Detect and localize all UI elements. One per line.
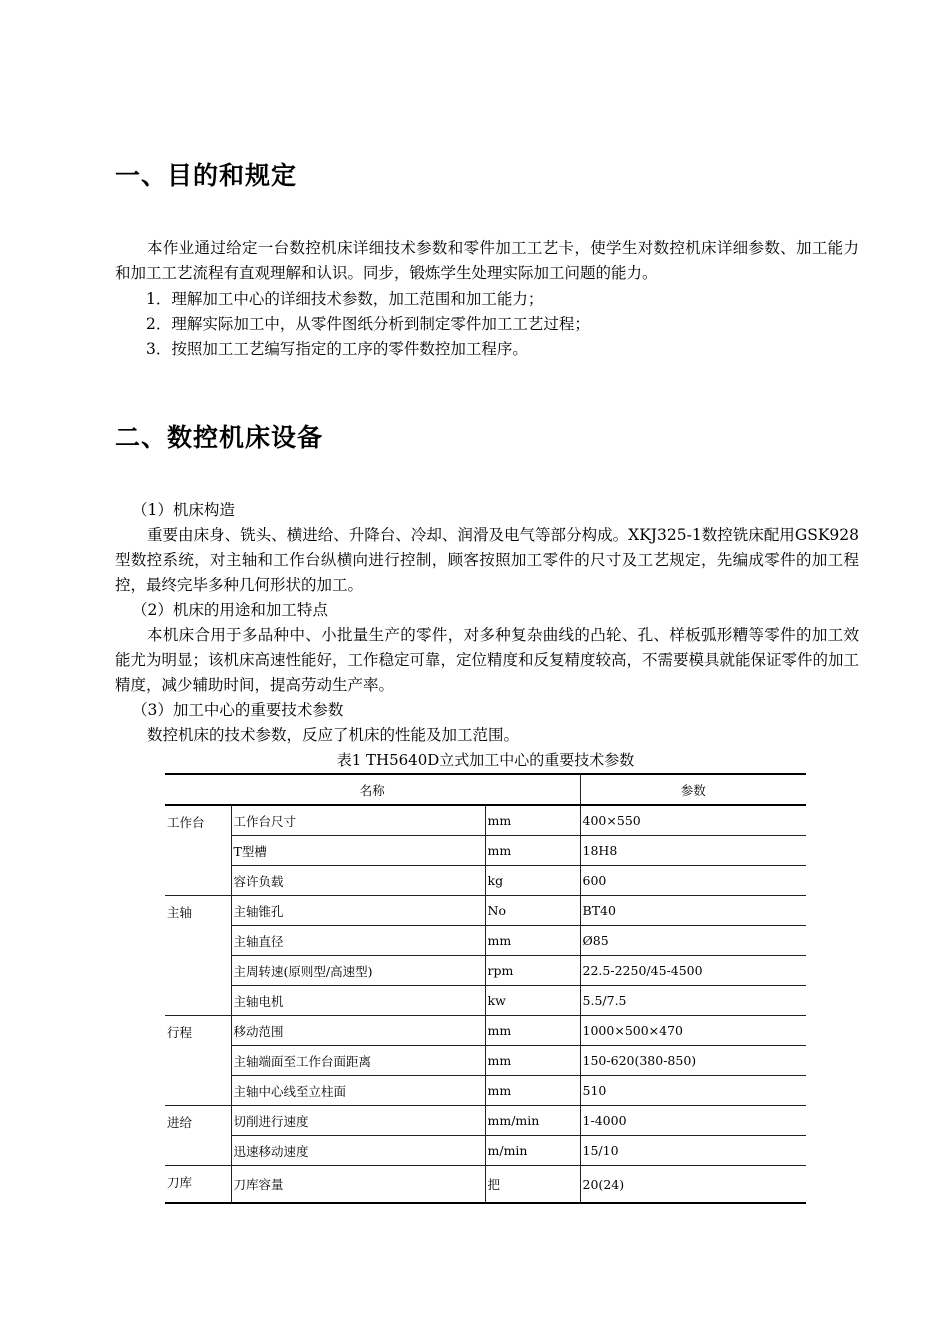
row-name: 主轴锥孔 (231, 896, 485, 926)
section-2-heading: 二、数控机床设备 (115, 423, 324, 452)
table-row (165, 926, 806, 956)
row-unit: mm (485, 805, 580, 836)
row-unit: mm (485, 1016, 580, 1046)
row-value: 400×550 (580, 805, 806, 836)
paragraph-usage: 本机床合用于多品种中、小批量生产的零件，对多种复杂曲线的凸轮、孔、样板弧形糟等零件的加工效能尤为明显；该机床高速性能好，工作稳定可靠，定位精度和反复精度较高，不需要模具就能保证零件的加工精度，减少辅助时间，提高劳动生产率。 (115, 626, 860, 694)
row-name: 主轴中心线至立柱面 (231, 1076, 485, 1106)
row-name: 刀库容量 (231, 1166, 485, 1204)
group-label-worktable: 工作台 (165, 805, 231, 896)
tech-params-table (165, 773, 806, 1204)
paragraph-structure: 重要由床身、铣头、横进给、升降台、冷却、润滑及电气等部分构成。XKJ325-1数控铣床配用GSK928型数控系统，对主轴和工作台纵横向进行控制，顾客按照加工零件的尺寸及工艺规定，先编成零件的加工程控，最终完毕多种几何形状的加工。 (115, 526, 859, 594)
row-name: 主轴直径 (231, 926, 485, 956)
row-unit: rpm (485, 956, 580, 986)
row-value: 5.5/7.5 (580, 986, 806, 1016)
row-unit: kg (485, 866, 580, 896)
table-header-row (165, 774, 806, 805)
subheading-structure: （1）机床构造 (132, 501, 235, 519)
row-value: BT40 (580, 896, 806, 926)
table-row (165, 986, 806, 1016)
row-value: 150-620(380-850) (580, 1046, 806, 1076)
row-value: 600 (580, 866, 806, 896)
row-value: 18H8 (580, 836, 806, 866)
group-label-magazine: 刀库 (165, 1166, 231, 1204)
row-unit: mm (485, 926, 580, 956)
list-item-3: 3．按照加工工艺编写指定的工序的零件数控加工程序。 (146, 340, 528, 358)
row-unit: 把 (485, 1166, 580, 1204)
subheading-tech-params: （3）加工中心的重要技术参数 (132, 701, 344, 719)
table-row (165, 1076, 806, 1106)
row-name: 迅速移动速度 (231, 1136, 485, 1166)
table-row (165, 896, 806, 926)
table-row (165, 866, 806, 896)
header-param: 参数 (580, 774, 806, 805)
table-row (165, 1016, 806, 1046)
row-unit: mm/min (485, 1106, 580, 1136)
section-1-intro: 本作业通过给定一台数控机床详细技术参数和零件加工工艺卡，使学生对数控机床详细参数、加工能力和加工工艺流程有直观理解和认识。同步，锻炼学生处理实际加工问题的能力。 (115, 239, 859, 282)
row-unit: mm (485, 1046, 580, 1076)
table-row (165, 836, 806, 866)
table-row (165, 1106, 806, 1136)
table-row (165, 956, 806, 986)
row-unit: m/min (485, 1136, 580, 1166)
row-value: 20(24) (580, 1166, 806, 1204)
row-name: 主轴电机 (231, 986, 485, 1016)
row-unit: kw (485, 986, 580, 1016)
section-1-heading: 一、目的和规定 (115, 161, 298, 190)
row-name: 移动范围 (231, 1016, 485, 1046)
row-name: 容许负载 (231, 866, 485, 896)
header-name: 名称 (165, 774, 580, 805)
group-label-travel: 行程 (165, 1016, 231, 1106)
table-row (165, 805, 806, 836)
row-name: 工作台尺寸 (231, 805, 485, 836)
list-item-1: 1．理解加工中心的详细技术参数，加工范围和加工能力； (146, 290, 544, 308)
row-unit: mm (485, 1076, 580, 1106)
row-value: 1000×500×470 (580, 1016, 806, 1046)
row-value: 22.5-2250/45-4500 (580, 956, 806, 986)
table-row (165, 1166, 806, 1204)
row-value: 510 (580, 1076, 806, 1106)
row-unit: No (485, 896, 580, 926)
table-row (165, 1136, 806, 1166)
subheading-usage: （2）机床的用途和加工特点 (132, 601, 328, 619)
row-value: Ø85 (580, 926, 806, 956)
table-caption: 表1 TH5640D立式加工中心的重要技术参数 (336, 751, 635, 769)
row-value: 15/10 (580, 1136, 806, 1166)
row-name: T型槽 (231, 836, 485, 866)
paragraph-tech-params: 数控机床的技术参数，反应了机床的性能及加工范围。 (147, 726, 520, 744)
group-label-feed: 进给 (165, 1106, 231, 1166)
table-row (165, 1046, 806, 1076)
row-name: 切削进行速度 (231, 1106, 485, 1136)
row-value: 1-4000 (580, 1106, 806, 1136)
row-unit: mm (485, 836, 580, 866)
list-item-2: 2．理解实际加工中，从零件图纸分析到制定零件加工工艺过程； (146, 315, 590, 333)
row-name: 主轴端面至工作台面距离 (231, 1046, 485, 1076)
row-name: 主周转速(原则型/高速型) (231, 956, 485, 986)
group-label-spindle: 主轴 (165, 896, 231, 1016)
